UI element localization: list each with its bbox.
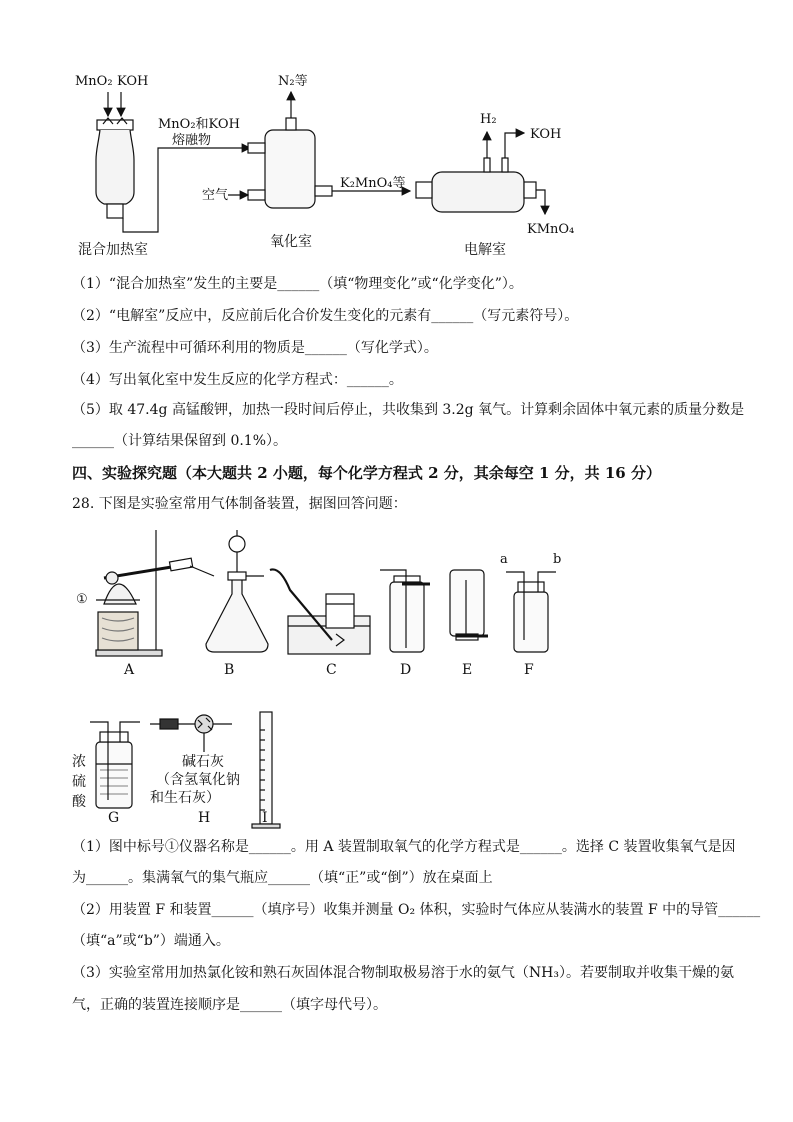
- mixing-room-caption: 混合加热室: [78, 242, 148, 258]
- g-label-1: 浓: [72, 754, 86, 770]
- q28-part1: （1）图中标号①仪器名称是______。用 A 装置制取氧气的化学方程式是______。选择 C 装置收集氧气是因: [72, 839, 736, 855]
- koh-input-label: KOH: [117, 74, 149, 89]
- h-label-1: 碱石灰: [182, 754, 224, 770]
- electrolysis-room-caption: 电解室: [464, 242, 506, 258]
- mno2-input-label: MnO₂: [75, 74, 113, 89]
- port-b-label: b: [553, 552, 562, 567]
- q27-part2: （2）“电解室”反应中，反应前后化合价发生变化的元素有______（写元素符号）。: [72, 308, 579, 324]
- g-label-2: 硫: [72, 774, 86, 790]
- apparatus-h-letter: H: [198, 810, 211, 826]
- q28-part1-cont: 为______。集满氧气的集气瓶应______（填“正”或“倒”）放在桌面上: [72, 870, 493, 886]
- apparatus-b-letter: B: [224, 662, 235, 678]
- air-input-label: 空气: [202, 188, 229, 203]
- n2-output-label: N₂等: [278, 74, 308, 89]
- apparatus-a-letter: A: [124, 662, 135, 678]
- h-label-3: 和生石灰）: [150, 790, 220, 806]
- apparatus-d-letter: D: [400, 662, 412, 678]
- h2-output-label: H₂: [480, 112, 497, 127]
- h-label-2: （含氢氧化钠: [156, 772, 240, 788]
- koh-output-label: KOH: [530, 127, 562, 142]
- q27-part3: （3）生产流程中可循环利用的物质是______（写化学式）。: [72, 340, 438, 356]
- q28-intro: 28. 下图是实验室常用气体制备装置，据图回答问题：: [72, 496, 407, 512]
- q28-part3: （3）实验室常用加热氯化铵和熟石灰固体混合物制取极易溶于水的氨气（NH₃）。若要制取并收集干燥的氨: [72, 965, 734, 981]
- g-label-3: 酸: [72, 794, 86, 810]
- q27-part4: （4）写出氧化室中发生反应的化学方程式：______。: [72, 372, 403, 388]
- q28-part3-cont: 气，正确的装置连接顺序是______（填字母代号）。: [72, 997, 387, 1013]
- q28-part2-cont: （填“a”或“b”）端通入。: [72, 933, 230, 949]
- apparatus-i-letter: I: [262, 810, 268, 826]
- melt-label-line1: MnO₂和KOH: [158, 117, 240, 132]
- k2mno4-label: K₂MnO₄等: [340, 176, 406, 191]
- marker-1: ①: [76, 592, 88, 607]
- q27-part1: （1）“混合加热室”发生的主要是______（填“物理变化”或“化学变化”）。: [72, 276, 523, 292]
- kmno4-output-label: KMnO₄: [527, 222, 575, 237]
- apparatus-f-letter: F: [524, 662, 534, 678]
- section4-heading: 四、实验探究题（本大题共 2 小题，每个化学方程式 2 分，其余每空 1 分，共 16 分）: [72, 464, 661, 482]
- q28-part2: （2）用装置 F 和装置______（填序号）收集并测量 O₂ 体积，实验时气体应从装满水的装置 F 中的导管______: [72, 902, 761, 918]
- port-a-label: a: [500, 552, 508, 567]
- oxidation-room-caption: 氧化室: [270, 234, 312, 250]
- apparatus-c-letter: C: [326, 662, 337, 678]
- q27-part5-cont: ______（计算结果保留到 0.1%）。: [72, 433, 288, 449]
- q27-part5: （5）取 47.4g 高锰酸钾，加热一段时间后停止，共收集到 3.2g 氧气。计算剩余固体中氧元素的质量分数是: [72, 402, 745, 418]
- melt-label-line2: 熔融物: [172, 133, 212, 148]
- apparatus-g-letter: G: [108, 810, 120, 826]
- apparatus-e-letter: E: [462, 662, 473, 678]
